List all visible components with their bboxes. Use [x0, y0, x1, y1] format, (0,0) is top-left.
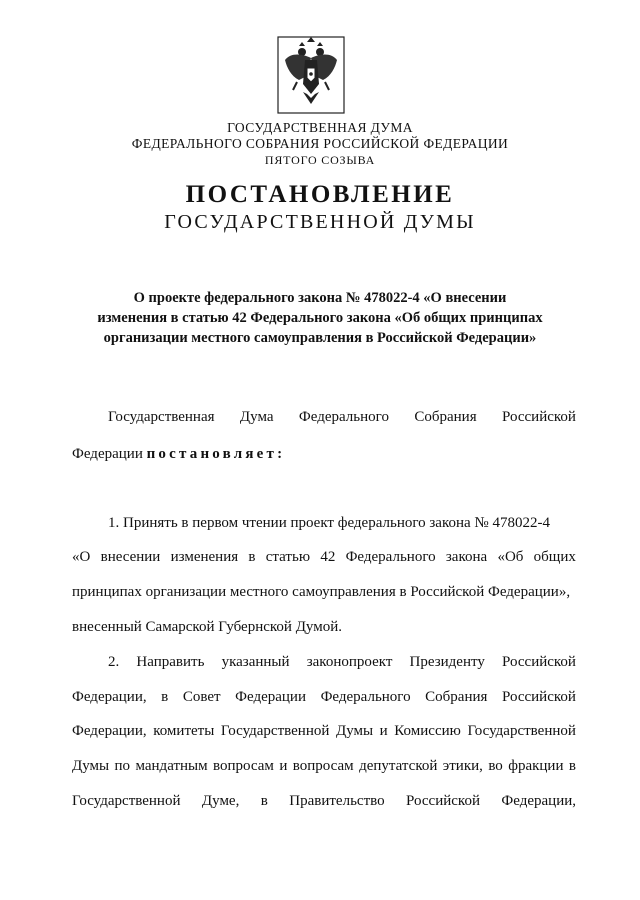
word: Российской — [502, 409, 576, 425]
item-2-line-5 — [72, 791, 576, 811]
word: Собрания — [425, 689, 488, 705]
word: Дума — [239, 409, 274, 425]
word: 42 — [320, 549, 336, 565]
word: Собрания — [414, 409, 477, 425]
subject-line: организации местного самоуправления в Российской Федерации» — [103, 330, 537, 346]
word: по — [114, 758, 131, 774]
item-2-line-4 — [72, 756, 576, 776]
word: Российской — [502, 654, 576, 670]
word: Государственной — [467, 723, 576, 739]
word: Федерации — [72, 446, 143, 462]
word: Направить — [136, 654, 205, 670]
double-headed-eagle-emblem-icon — [277, 36, 345, 114]
item-1-line-2 — [72, 547, 576, 567]
word: фракции — [508, 758, 564, 774]
word: закона — [445, 549, 488, 565]
word: вопросам — [213, 758, 274, 774]
word: Думы — [335, 723, 374, 739]
word: Российской — [502, 689, 576, 705]
org-name-line-2: ФЕДЕРАЛЬНОГО СОБРАНИЯ РОССИЙСКОЙ ФЕДЕРАЦИИ — [131, 136, 509, 151]
document-subject — [60, 288, 580, 348]
word: Федерации — [235, 689, 306, 705]
word: Федерации, — [501, 793, 576, 809]
org-name-line-1: ГОСУДАРСТВЕННАЯ ДУМА — [227, 120, 413, 135]
word: общих — [533, 549, 576, 565]
word: этики, — [442, 758, 483, 774]
item-2-line-2 — [72, 687, 576, 707]
word: Государственная — [108, 409, 215, 425]
item-1-line-3: принципах организации местного самоуправления в Российской Федерации», — [72, 584, 571, 600]
word: Федерального — [345, 549, 436, 565]
word: Комиссию — [394, 723, 461, 739]
word: и — [379, 723, 388, 739]
word: Правительство — [289, 793, 385, 809]
item-1-line-1: 1. Принять в первом чтении проект федерального закона № 478022-4 — [108, 515, 550, 531]
word: и — [279, 758, 288, 774]
item-2-line-1 — [108, 652, 576, 672]
word: мандатным — [135, 758, 208, 774]
subject-line: изменения в статью 42 Федерального закона «Об общих принципах — [97, 310, 543, 326]
resolves-keyword: постановляет: — [146, 446, 286, 462]
word: законопроект — [306, 654, 393, 670]
item-1-line-4: внесенный Самарской Губернской Думой. — [72, 619, 343, 635]
preamble-line-1 — [108, 407, 576, 427]
word: Российской — [406, 793, 480, 809]
word: Думе, — [201, 793, 240, 809]
word: «О — [72, 549, 91, 565]
word: статью — [265, 549, 311, 565]
word: Государственной — [220, 723, 330, 739]
word: депутатской — [359, 758, 438, 774]
word: Федерального — [298, 409, 389, 425]
word: «Об — [497, 549, 524, 565]
word: в — [161, 689, 169, 705]
word: указанный — [221, 654, 290, 670]
word: Думы — [72, 758, 110, 774]
word: Федерации, — [72, 689, 147, 705]
document-type-title: ПОСТАНОВЛЕНИЕ — [185, 181, 455, 208]
word: во — [488, 758, 503, 774]
item-2-line-3 — [72, 721, 576, 741]
word: Федерального — [320, 689, 411, 705]
word: 2. — [108, 654, 120, 670]
word: в — [260, 793, 268, 809]
word: комитеты — [153, 723, 215, 739]
document-authority-title: ГОСУДАРСТВЕННОЙ ДУМЫ — [164, 211, 476, 233]
word: в — [568, 758, 576, 774]
word: Федерации, — [72, 723, 147, 739]
word: Совет — [182, 689, 221, 705]
word: Государственной — [72, 793, 181, 809]
convocation-line: ПЯТОГО СОЗЫВА — [264, 153, 376, 167]
word: Президенту — [409, 654, 485, 670]
preamble-line-2 — [72, 444, 576, 464]
word: изменения — [170, 549, 239, 565]
word: вопросам — [292, 758, 354, 774]
word: в — [248, 549, 256, 565]
subject-line: О проекте федерального закона № 478022-4 «О внесении — [133, 290, 507, 306]
word: внесении — [100, 549, 161, 565]
